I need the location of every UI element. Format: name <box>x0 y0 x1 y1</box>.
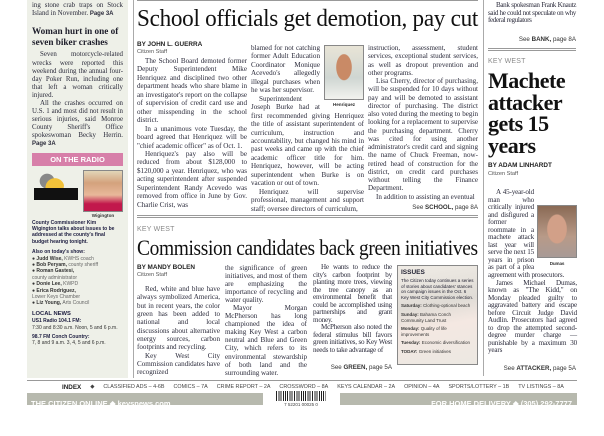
index-bar <box>62 384 564 391</box>
green-col-2 <box>225 264 307 376</box>
top-rule <box>137 0 478 1</box>
paragraph: Superintendent Joseph Burke had at first recommended giving Henriquez the title of assistant superintendent of curriculum, instruction and accountability, but changed his mind in past weeks and came up with the chief academic officer title for him. Henriquez, however, will be acting superintendent when Burke is on vacation or out of town. <box>251 94 364 188</box>
paragraph: Key West City Commission candidates have recognized <box>137 351 220 377</box>
guest-list <box>32 256 123 307</box>
station <box>32 334 123 347</box>
paragraph: The School Board demoted former Deputy Superintendent Mike Henriquez and disciplined two other department heads who share blame in an investigator's report on the collapse of supervision of credit card use and other misspending in the school district. <box>137 57 247 125</box>
green-kicker: KEY WEST <box>137 226 175 233</box>
sidebar-story-headline[interactable]: Woman hurt in one of seven biker crashes <box>32 26 119 47</box>
green-staff: Citizen Staff <box>137 272 168 278</box>
delivery-band[interactable] <box>340 393 577 408</box>
school-col-2 <box>251 44 364 212</box>
see-word: SCHOOL, <box>425 204 454 211</box>
delivery-text: FOR HOME DELIVERY ◆ (305) 292-7777 <box>431 399 572 408</box>
school-col-1 <box>137 57 247 212</box>
attacker-jump-link[interactable] <box>488 365 576 372</box>
barcode <box>266 391 336 408</box>
issues-item[interactable] <box>401 303 474 309</box>
guest-name: Judd Wise, <box>36 255 63 262</box>
teaser-text: ing stone crab traps on Stock Island in November. <box>32 2 123 18</box>
index-item[interactable]: SPORTS/LOTTERY – 1B <box>448 384 510 390</box>
radio-bar: ON THE RADIO <box>32 153 123 166</box>
sidebar-divider <box>133 0 134 378</box>
index-item[interactable]: TV LISTINGS – 8A <box>518 384 564 390</box>
issue-day: Sunday: <box>401 311 419 317</box>
story-ref[interactable]: Page 3A <box>32 141 56 148</box>
issues-title: ISSUES <box>401 269 425 276</box>
school-jump-link[interactable] <box>368 204 478 211</box>
story-paragraph: Seven motorcycle-related wrecks were reported this weekend during the annual four-day Poker Run, including one that left a woman critically injured. <box>32 51 123 99</box>
index-label: INDEX <box>62 384 82 391</box>
section-divider <box>137 215 478 218</box>
guest-item: ● Donie Lee, KWPD <box>32 281 79 288</box>
station-name: US1 Radio 104.1 FM: <box>32 318 82 325</box>
see-prefix: See <box>518 36 530 43</box>
see-prefix: See <box>330 364 342 371</box>
index-item[interactable]: CLASSIFIED ADS – 4-6B <box>103 384 165 390</box>
online-text: THE CITIZEN ONLINE ◆ keysnews.com <box>31 399 171 408</box>
see-page: page 8A <box>552 36 576 43</box>
paragraph: Lisa Cherry, director of purchasing, will be suspended for 10 days without pay and will be demoted to assistant director of purchasing. The district also voted during the meeting to begin looking for a replacement to supervise the purchasing department. Cherry was cited for using another administrator's credit card and signing the name of Chuck Freeman, now-retired head of construction for the district, on credit card purchases without telling the Finance Department. <box>368 77 478 193</box>
guest-role: KWHS coach <box>64 255 94 262</box>
station-times: 7, 8 and 9 a.m. 3, 4, 5 and 6 p.m. <box>32 340 106 347</box>
guest-name: Roman Gastesi, <box>36 268 75 275</box>
guest-role: Arts Council <box>62 300 90 307</box>
issue-day: Monday: <box>401 326 420 332</box>
column-divider <box>483 0 484 376</box>
see-page: page 5A <box>368 364 392 371</box>
sidebar-story-body <box>32 51 123 148</box>
bank-jump-link[interactable] <box>488 36 576 43</box>
school-byline: BY JOHN L. GUERRA <box>137 41 203 48</box>
index-rule <box>27 380 577 381</box>
machete-byline: BY ADAM LINHARDT <box>488 162 552 169</box>
see-page: page 5A <box>552 365 576 372</box>
also-title: Also on today's show: <box>32 249 85 256</box>
station <box>32 318 123 331</box>
guest-name: Bob Peryam, <box>36 261 67 268</box>
green-headline[interactable]: Commission candidates back green initiatives <box>137 235 478 260</box>
issue-day: Saturday: <box>401 303 422 309</box>
guest-name: Erica Rodriguez, <box>36 287 76 294</box>
paragraph: A 45-year-old man who critically injured and disfigured a former roommate in a machete attack last year will serve the next 15 years in prison as part of a plea agreement with prosecutors. <box>488 188 565 280</box>
machete-staff: Citizen Staff <box>488 171 519 177</box>
dumas-caption: Dumas <box>549 261 565 266</box>
sidebar <box>27 0 128 378</box>
henriquez-photo <box>324 45 364 100</box>
see-prefix: See <box>503 365 515 372</box>
bank-story-tail: Bank spokesman Frank Knautz said he could not speculate on why federal regulators <box>488 1 576 25</box>
issue-day: TODAY: <box>401 348 418 354</box>
paragraph: McPherson also noted the federal stimulus bill favors green initiatives, so Key West needs to take advantage of <box>313 323 392 355</box>
paragraph: blamed for not catching former Adult Education Coordinator Monique Acevedo's allegedly illegal purchases when he was her supervisor. <box>251 44 320 95</box>
paragraph: Henriquez's pay also will be reduced from about $128,000 to $120,000 a year. Henriquez, who was acting superintendent after suspended Superintendent Randy Acevedo was removed from office in June by Gov. Charlie Crist, was <box>137 149 247 209</box>
station-name: 98.7 FM Conch Country: <box>32 334 90 341</box>
issue-topic: Quality of life improvements <box>401 326 447 337</box>
diamond-icon: ◆ <box>90 384 95 390</box>
guest-name: Liz Young, <box>36 300 62 307</box>
online-band[interactable] <box>27 393 263 408</box>
teaser-tail <box>32 2 123 18</box>
paragraph: James Michael Dumas, known as "The Kidd," on Monday pleaded guilty to aggravated battery and escape before Circuit Judge David Audlin. Prosecutors had agreed to drop the attempted second-degree murder charge — punishable by a maximum 30 years <box>488 278 577 355</box>
issues-item[interactable] <box>401 312 474 323</box>
see-word: GREEN, <box>343 364 368 371</box>
issue-topic: Clothing-optional beach <box>423 303 471 309</box>
guest-item: ● Bob Peryam, county sheriff <box>32 261 99 268</box>
school-col-3 <box>368 44 478 200</box>
issues-item[interactable] <box>401 326 474 337</box>
barcode-number: 7 52201 00025 0 <box>284 402 318 407</box>
green-col-1 <box>137 285 220 376</box>
machete-kicker: KEY WEST <box>488 58 526 65</box>
guest-role: Lower Keys Chamber <box>32 294 81 300</box>
station-times: 7:30 and 8:30 a.m. Noon, 5 and 6 p.m. <box>32 324 118 331</box>
guest-role: county sheriff <box>68 261 99 268</box>
index-item[interactable]: COMICS – 7A <box>173 384 208 390</box>
paragraph: Mayor Morgan McPherson has long championed the idea of making Key West a carbon neutral and Blue and Green City, which refers to its environmental stewardship of both land and the surrounding water. <box>225 304 307 377</box>
local-news-title: LOCAL NEWS <box>32 310 71 317</box>
guest-item: ● Roman Gastesi, county administrator <box>32 268 78 281</box>
section-divider <box>488 48 576 51</box>
paragraph: Red, white and blue have always symbolized America, but in recent years, the color green has been added to national and local discussions about alternative energy sources, carbon footprints and recycling. <box>137 285 220 352</box>
radio-details <box>32 220 123 347</box>
issues-intro: The Citizen today continues a series of stories about candidates' stances on campaign issues in the Oct. 6 Key West City Commission election. <box>401 278 474 300</box>
green-jump-link[interactable] <box>313 364 392 371</box>
paragraph: the significance of green initiatives, and most of them are emphasizing the importance of recycling and water quality. <box>225 264 307 305</box>
story-text: All the crashes occurred on U.S. 1 and most did not result in serious injuries, said Monroe County Sheriff's Office spokeswoman Becky Herrin. <box>32 99 123 140</box>
dumas-photo-block <box>537 205 577 267</box>
issues-item[interactable] <box>401 349 474 355</box>
henriquez-photo-block <box>324 45 364 108</box>
issue-topic: Economic diversification <box>421 340 470 346</box>
radio-blurb: County Commissioner Kim Wigington talks about issues to be addressed at the county's final budget hearing tonight. <box>32 219 115 245</box>
green-byline: BY MANDY BOLEN <box>137 264 195 271</box>
machete-headline[interactable]: Machete attacker gets 15 years <box>488 68 566 158</box>
paragraph: In addition to assisting an eventual <box>376 192 475 201</box>
school-headline[interactable]: School officials get demotion, pay cut <box>137 5 479 32</box>
index-item[interactable]: CROSSWORD – 8A <box>279 384 329 390</box>
radio-logo <box>32 170 78 210</box>
paragraph: In a unanimous vote Tuesday, the board agreed that Henriquez will be "chief academic officer" as of Oct. 1. <box>137 124 247 150</box>
paragraph: instruction, assessment, student services, exceptional student services, as well as dropout prevention and other programs. <box>368 44 478 77</box>
school-staff: Citizen Staff <box>137 49 168 55</box>
teaser-ref[interactable]: Page 3A <box>89 11 114 18</box>
see-prefix: See <box>412 204 424 211</box>
issue-topic: Bahama Conch Community Land Trust <box>401 311 452 323</box>
radio-images <box>32 170 123 220</box>
story-paragraph <box>32 100 123 149</box>
barcode-bars <box>276 391 326 401</box>
issues-item[interactable] <box>401 340 474 346</box>
issue-topic: Green initiatives <box>418 348 451 354</box>
see-page: page 8A <box>454 204 478 211</box>
index-item[interactable]: KEYS CALENDAR – 2A <box>337 384 396 390</box>
henriquez-caption: Henriquez <box>332 102 356 107</box>
guest-name: Donie Lee, <box>36 281 62 288</box>
see-word: ATTACKER, <box>516 365 552 372</box>
issues-box <box>397 265 478 365</box>
index-item[interactable]: OPINION – 4A <box>404 384 440 390</box>
guest-role: county administrator <box>32 274 78 281</box>
index-item[interactable]: CRIME REPORT – 2A <box>216 384 271 390</box>
guest-item: ● Judd Wise, KWHS coach <box>32 255 94 262</box>
guest-item: ● Liz Young, Arts Council <box>32 300 90 307</box>
paragraph: Henriquez will supervise professional, management and support staff; oversee directors of curriculum, <box>251 187 364 213</box>
wigington-photo <box>83 170 123 212</box>
machete-body <box>488 189 577 359</box>
dumas-photo <box>537 205 577 258</box>
guest-item: ● Erica Rodriguez, Lower Keys Chamber <box>32 287 81 300</box>
issue-day: Tuesday: <box>401 340 421 346</box>
guest-role: KWPD <box>63 281 79 288</box>
green-col-3 <box>313 264 392 360</box>
see-word: BANK, <box>531 36 552 43</box>
radio-photo-caption: Wigington <box>91 212 115 218</box>
logo-lettering <box>34 188 78 200</box>
paragraph: He wants to reduce the city's carbon footprint by planting more trees, viewing the tree canopy as an environmental benefit that could be accomplished using partnerships and grant money. <box>313 263 392 324</box>
